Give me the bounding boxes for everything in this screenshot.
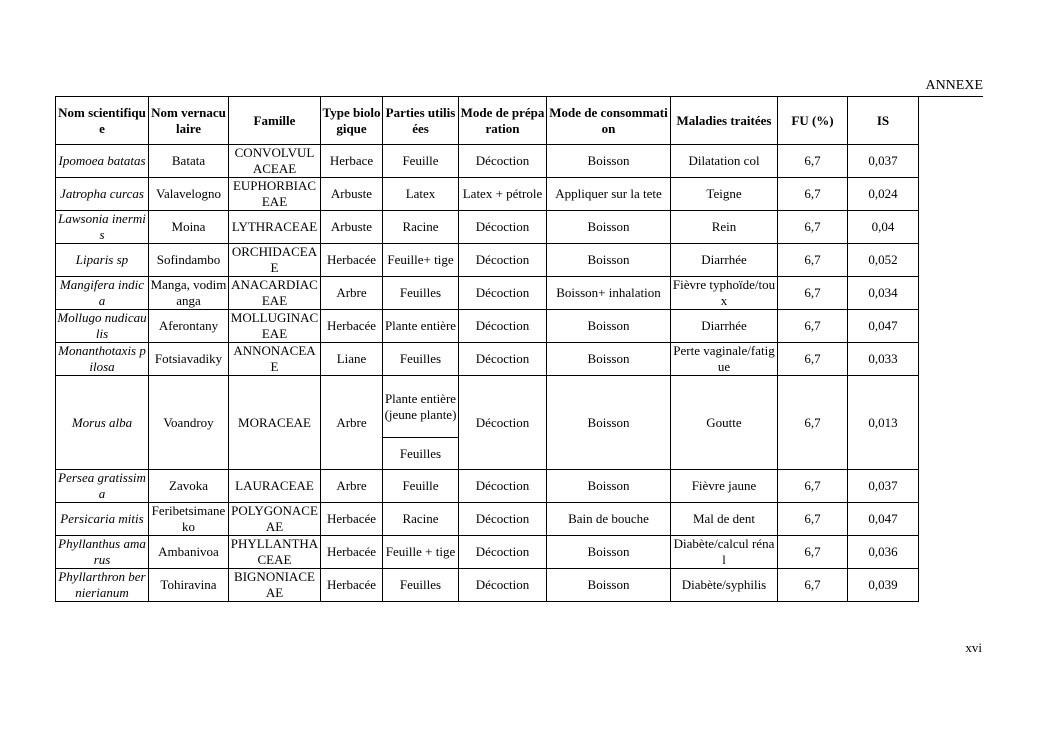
table-cell: 6,7 <box>778 178 848 211</box>
page-number: xvi <box>965 640 982 655</box>
table-cell: Dilatation col <box>671 145 778 178</box>
table-cell: Diarrhée <box>671 244 778 277</box>
table-cell: Diabète/calcul rénal <box>671 536 778 569</box>
table-cell: CONVOLVULACEAE <box>229 145 321 178</box>
table-cell: Herbacée <box>321 503 383 536</box>
table-cell: Arbre <box>321 277 383 310</box>
table-cell: Décoction <box>459 310 547 343</box>
table-cell: Boisson <box>547 343 671 376</box>
table-cell: Monanthotaxis pilosa <box>56 343 149 376</box>
table-cell: Jatropha curcas <box>56 178 149 211</box>
column-header: Parties utilisées <box>383 97 459 145</box>
table-cell: Persea gratissima <box>56 470 149 503</box>
table-cell: Morus alba <box>56 376 149 470</box>
table-cell: Plante entière <box>383 310 459 343</box>
table-cell: Décoction <box>459 145 547 178</box>
table-cell: Décoction <box>459 376 547 470</box>
table-cell: 0,039 <box>848 569 919 602</box>
table-cell: Feuille+ tige <box>383 244 459 277</box>
table-cell: ORCHIDACEAE <box>229 244 321 277</box>
table-cell: Latex <box>383 178 459 211</box>
table-cell: LYTHRACEAE <box>229 211 321 244</box>
table-cell: Feuille + tige <box>383 536 459 569</box>
column-header: Nom vernaculaire <box>149 97 229 145</box>
table-cell: Arbuste <box>321 178 383 211</box>
table-cell: 6,7 <box>778 244 848 277</box>
table-cell: Feuille <box>383 145 459 178</box>
table-cell: Teigne <box>671 178 778 211</box>
table-cell: 6,7 <box>778 211 848 244</box>
column-header: Famille <box>229 97 321 145</box>
table-cell: Feribetsimaneko <box>149 503 229 536</box>
table-cell: Boisson <box>547 244 671 277</box>
table-row <box>56 310 919 343</box>
table-cell: 6,7 <box>778 343 848 376</box>
table-row <box>56 277 919 310</box>
table-cell: Feuilles <box>383 569 459 602</box>
table-row <box>56 178 919 211</box>
table-cell: 0,047 <box>848 503 919 536</box>
table-cell: 6,7 <box>778 310 848 343</box>
table-cell: Feuilles <box>383 438 459 470</box>
table-cell: PHYLLANTHACEAE <box>229 536 321 569</box>
table-cell: Herbacée <box>321 310 383 343</box>
table-row <box>56 536 919 569</box>
table-cell: Racine <box>383 211 459 244</box>
table-row <box>56 569 919 602</box>
table-cell: Décoction <box>459 343 547 376</box>
table-row <box>56 470 919 503</box>
table-cell: 0,037 <box>848 145 919 178</box>
table-cell: Bain de bouche <box>547 503 671 536</box>
table-cell: Arbre <box>321 376 383 470</box>
table-cell: Arbre <box>321 470 383 503</box>
table-cell: Fotsiavadiky <box>149 343 229 376</box>
table-cell: Feuilles <box>383 277 459 310</box>
column-header: Maladies traitées <box>671 97 778 145</box>
table-header-row <box>56 97 919 145</box>
table-cell: POLYGONACEAE <box>229 503 321 536</box>
column-header: Mode de consommation <box>547 97 671 145</box>
table-cell: LAURACEAE <box>229 470 321 503</box>
table-cell: Rein <box>671 211 778 244</box>
table-cell: Zavoka <box>149 470 229 503</box>
table-cell: Boisson <box>547 470 671 503</box>
table-cell: Liparis sp <box>56 244 149 277</box>
table-cell: Décoction <box>459 536 547 569</box>
table-cell: Décoction <box>459 569 547 602</box>
table-cell: Plante entière (jeune plante) <box>383 376 459 438</box>
table-cell: Décoction <box>459 470 547 503</box>
table-cell: MOLLUGINACEAE <box>229 310 321 343</box>
table-cell: Décoction <box>459 211 547 244</box>
table-cell: Voandroy <box>149 376 229 470</box>
table-cell: 0,033 <box>848 343 919 376</box>
table-cell: Appliquer sur la tete <box>547 178 671 211</box>
table-cell: 6,7 <box>778 145 848 178</box>
table-row <box>56 376 919 438</box>
table-cell: 6,7 <box>778 503 848 536</box>
table-cell: Décoction <box>459 244 547 277</box>
column-header: Nom scientifique <box>56 97 149 145</box>
table-cell: Persicaria mitis <box>56 503 149 536</box>
table-cell: 0,034 <box>848 277 919 310</box>
table-cell: Diabète/syphilis <box>671 569 778 602</box>
table-cell: Diarrhée <box>671 310 778 343</box>
table-cell: Herbace <box>321 145 383 178</box>
table-cell: Feuille <box>383 470 459 503</box>
table-cell: Boisson <box>547 310 671 343</box>
table-cell: BIGNONIACEAE <box>229 569 321 602</box>
table-cell: Mangifera indica <box>56 277 149 310</box>
table-cell: Feuilles <box>383 343 459 376</box>
table-cell: 6,7 <box>778 569 848 602</box>
table-cell: Arbuste <box>321 211 383 244</box>
table-cell: Aferontany <box>149 310 229 343</box>
table-row <box>56 244 919 277</box>
table-cell: EUPHORBIACEAE <box>229 178 321 211</box>
table-cell: Herbacée <box>321 536 383 569</box>
table-cell: Fièvre typhoïde/toux <box>671 277 778 310</box>
table-cell: 6,7 <box>778 376 848 470</box>
table-cell: 0,037 <box>848 470 919 503</box>
table-cell: 0,024 <box>848 178 919 211</box>
table-cell: Goutte <box>671 376 778 470</box>
table-cell: Lawsonia inermis <box>56 211 149 244</box>
table-cell: ANNONACEAE <box>229 343 321 376</box>
table-cell: Boisson <box>547 536 671 569</box>
table-row <box>56 145 919 178</box>
table-cell: Herbacée <box>321 569 383 602</box>
table-cell: Fièvre jaune <box>671 470 778 503</box>
column-header: IS <box>848 97 919 145</box>
table-cell: Sofindambo <box>149 244 229 277</box>
table-cell: 0,047 <box>848 310 919 343</box>
table-cell: Phyllarthron bernierianum <box>56 569 149 602</box>
table-cell: Boisson <box>547 569 671 602</box>
table-cell: Boisson <box>547 211 671 244</box>
table-cell: Décoction <box>459 277 547 310</box>
table-row <box>56 343 919 376</box>
table-cell: Tohiravina <box>149 569 229 602</box>
table-row <box>56 503 919 536</box>
table-cell: Liane <box>321 343 383 376</box>
table-cell: Ipomoea batatas <box>56 145 149 178</box>
table-cell: Décoction <box>459 503 547 536</box>
table-cell: 0,013 <box>848 376 919 470</box>
table-cell: 6,7 <box>778 470 848 503</box>
table-cell: Latex + pétrole <box>459 178 547 211</box>
table-cell: Valavelogno <box>149 178 229 211</box>
table-cell: Herbacée <box>321 244 383 277</box>
table-row <box>56 211 919 244</box>
table-cell: MORACEAE <box>229 376 321 470</box>
table-cell: Batata <box>149 145 229 178</box>
annex-table <box>55 96 919 602</box>
table-cell: 0,052 <box>848 244 919 277</box>
table-cell: 0,036 <box>848 536 919 569</box>
table-cell: Boisson+ inhalation <box>547 277 671 310</box>
annex-header: ANNEXE <box>925 78 983 93</box>
table-cell: Ambanivoa <box>149 536 229 569</box>
table-cell: Mal de dent <box>671 503 778 536</box>
table-cell: Boisson <box>547 376 671 470</box>
table-cell: Perte vaginale/fatigue <box>671 343 778 376</box>
header-underline <box>918 96 983 97</box>
table-cell: Mollugo nudicaulis <box>57 310 147 341</box>
table-cell: Boisson <box>547 145 671 178</box>
table-cell: 0,04 <box>848 211 919 244</box>
table-cell: ANACARDIACEAE <box>229 277 321 310</box>
column-header: FU (%) <box>778 97 848 145</box>
table-cell: 6,7 <box>778 536 848 569</box>
table-cell: Racine <box>383 503 459 536</box>
table-cell: 6,7 <box>778 277 848 310</box>
table-cell: Manga, vodimanga <box>149 277 229 310</box>
table-cell: Moina <box>149 211 229 244</box>
column-header: Mode de préparation <box>459 97 547 145</box>
column-header: Type biologique <box>321 97 383 145</box>
table-cell: Phyllanthus amarus <box>56 536 149 569</box>
